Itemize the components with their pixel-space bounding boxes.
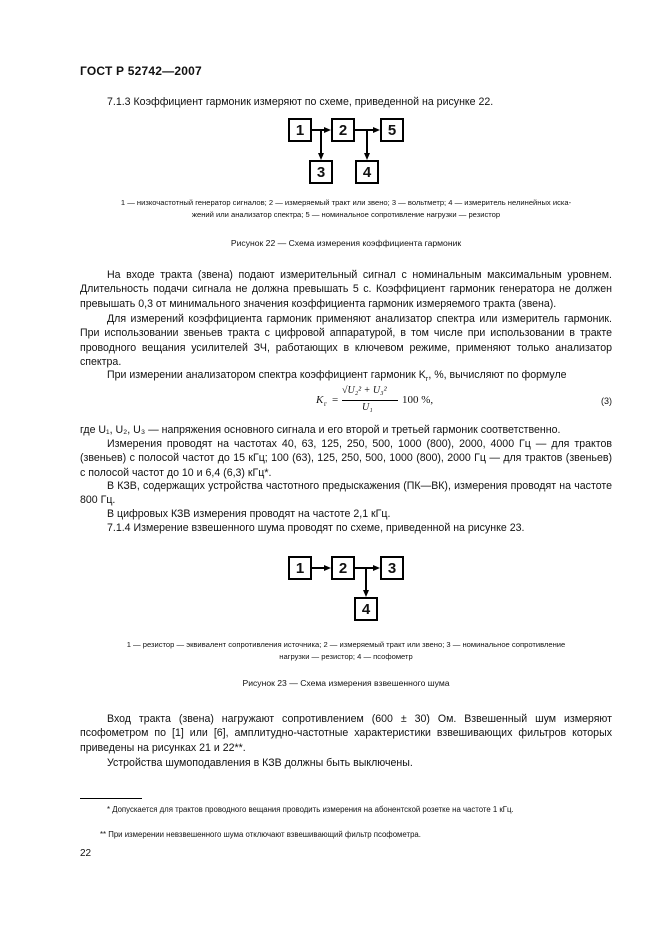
fig22-block-2: 2 [331, 118, 355, 142]
fig23-block-1: 1 [288, 556, 312, 580]
formula-numerator: √U₂² + U₃² [342, 385, 387, 396]
formula-eq: = [332, 394, 339, 406]
section-7-1-4: 7.1.4 Измерение взвешенного шума проводят по схеме, приведенной на рисунке 23. [107, 522, 525, 534]
paragraph-1: На входе тракта (звена) подают измерительный сигнал с номинальным максимальным уровнем. Длительность подачи сигнала не должна превышать 5 с. Коэффициент гармоник генератора не должен превышать 0,3 от минимального значения коэффициента гармоник измеряемого тракта (звена). [80, 269, 612, 310]
formula-tail: 100 %, [402, 394, 434, 406]
figure-22-legend [80, 197, 612, 221]
p3-text-b: , %, вычисляют по формуле [428, 369, 567, 381]
figure-23-legend [80, 639, 612, 663]
section-7-1-3: 7.1.3 Коэффициент гармоник измеряют по схеме, приведенной на рисунке 22. [107, 96, 494, 108]
fig23-legend-line2: нагрузки — резистор; 4 — псофометр [279, 652, 413, 661]
formula-k-sub: г [324, 400, 327, 408]
paragraph-9: Вход тракта (звена) нагружают сопротивлением (600 ± 30) Ом. Взвешенный шум измеряют псофометром по [1] или [6], амплитудно-частотные характеристики взвешивающих фильтров которых приведены на рисунках 21 и 22**. [80, 713, 612, 754]
paragraph-4: где U₁, U₂, U₃ — напряжения основного сигнала и его второй и третьей гармоник соответственно. [80, 424, 561, 436]
fig22-legend-line2: жений или анализатор спектра; 5 — номинальное сопротивление нагрузки — резистор [191, 210, 501, 219]
formula-k: K [316, 394, 324, 406]
fig22-arrow-to-3 [318, 153, 324, 160]
fig22-line-2-5 [355, 129, 374, 131]
paragraph-5: Измерения проводят на частотах 40, 63, 125, 250, 500, 1000 (800), 2000, 4000 Гц — для трактов (звеньев) с полосой частот до 15 кГц; 100 (63), 125, 250, 500, 1000 (800), 2000 Гц — для трактов (звеньев) с полосой частот до 10 и 6,4 (6,3) кГц*. [80, 438, 612, 479]
fig23-line-to-4 [365, 568, 367, 591]
paragraph-7: В цифровых КЗВ измерения проводят на частоте 2,1 кГц. [107, 508, 391, 520]
footnote-1: * Допускается для трактов проводного вещания проводить измерения на абонентской розетке на частоте 1 кГц. [107, 805, 514, 814]
fig22-block-1: 1 [288, 118, 312, 142]
fig22-arrow-2-5 [373, 127, 380, 133]
fig22-arrow-1-2 [324, 127, 331, 133]
p3-sub: г [425, 376, 429, 384]
fig22-block-5: 5 [380, 118, 404, 142]
fig22-arrow-to-4 [364, 153, 370, 160]
paragraph-10: Устройства шумоподавления в КЗВ должны быть выключены. [107, 757, 413, 769]
fig23-arrow-1-2 [324, 565, 331, 571]
document-header: ГОСТ Р 52742—2007 [80, 64, 202, 78]
formula-number: (3) [601, 396, 612, 406]
fig23-block-3: 3 [380, 556, 404, 580]
fig22-line-to-3 [320, 130, 322, 154]
footnote-2: ** При измерении невзвешенного шума отключают взвешивающий фильтр псофометра. [100, 830, 421, 839]
fig23-arrow-to-4 [363, 590, 369, 597]
formula-fraction-bar [342, 400, 398, 401]
p3-text-a: При измерении анализатором спектра коэффициент гармоник K [107, 369, 426, 381]
paragraph-6: В КЗВ, содержащих устройства частотного предыскажения (ПК—ВК), измерения проводят на частоте 800 Гц. [80, 480, 612, 507]
fig22-legend-line1: 1 — низкочастотный генератор сигналов; 2 — измеряемый тракт или звено; 3 — вольтметр; 4 — измеритель нелинейных иска- [120, 198, 572, 207]
fig22-block-3: 3 [309, 160, 333, 184]
page-number: 22 [80, 848, 92, 859]
figure-23-title: Рисунок 23 — Схема измерения взвешенного шума [242, 678, 450, 688]
formula-denominator: U₁ [362, 402, 373, 413]
fig22-line-to-4 [366, 130, 368, 154]
paragraph-2: Для измерений коэффициента гармоник применяют анализатор спектра или измеритель гармоник. При использовании звеньев тракта с цифровой аппаратурой, в том числе при использовании в тракте проводного вещания усилителей ЗЧ, работающих в ключевом режиме, применяют только анализатор спектра. [80, 313, 612, 368]
figure-22-title: Рисунок 22 — Схема измерения коэффициента гармоник [230, 238, 462, 248]
fig23-legend-line1: 1 — резистор — эквивалент сопротивления источника; 2 — измеряемый тракт или звено; 3 — номинальное сопротивление [126, 640, 566, 649]
fig22-block-4: 4 [355, 160, 379, 184]
fig23-block-2: 2 [331, 556, 355, 580]
fig23-arrow-2-3 [373, 565, 380, 571]
footnote-separator [80, 798, 142, 799]
fig23-block-4: 4 [354, 597, 378, 621]
